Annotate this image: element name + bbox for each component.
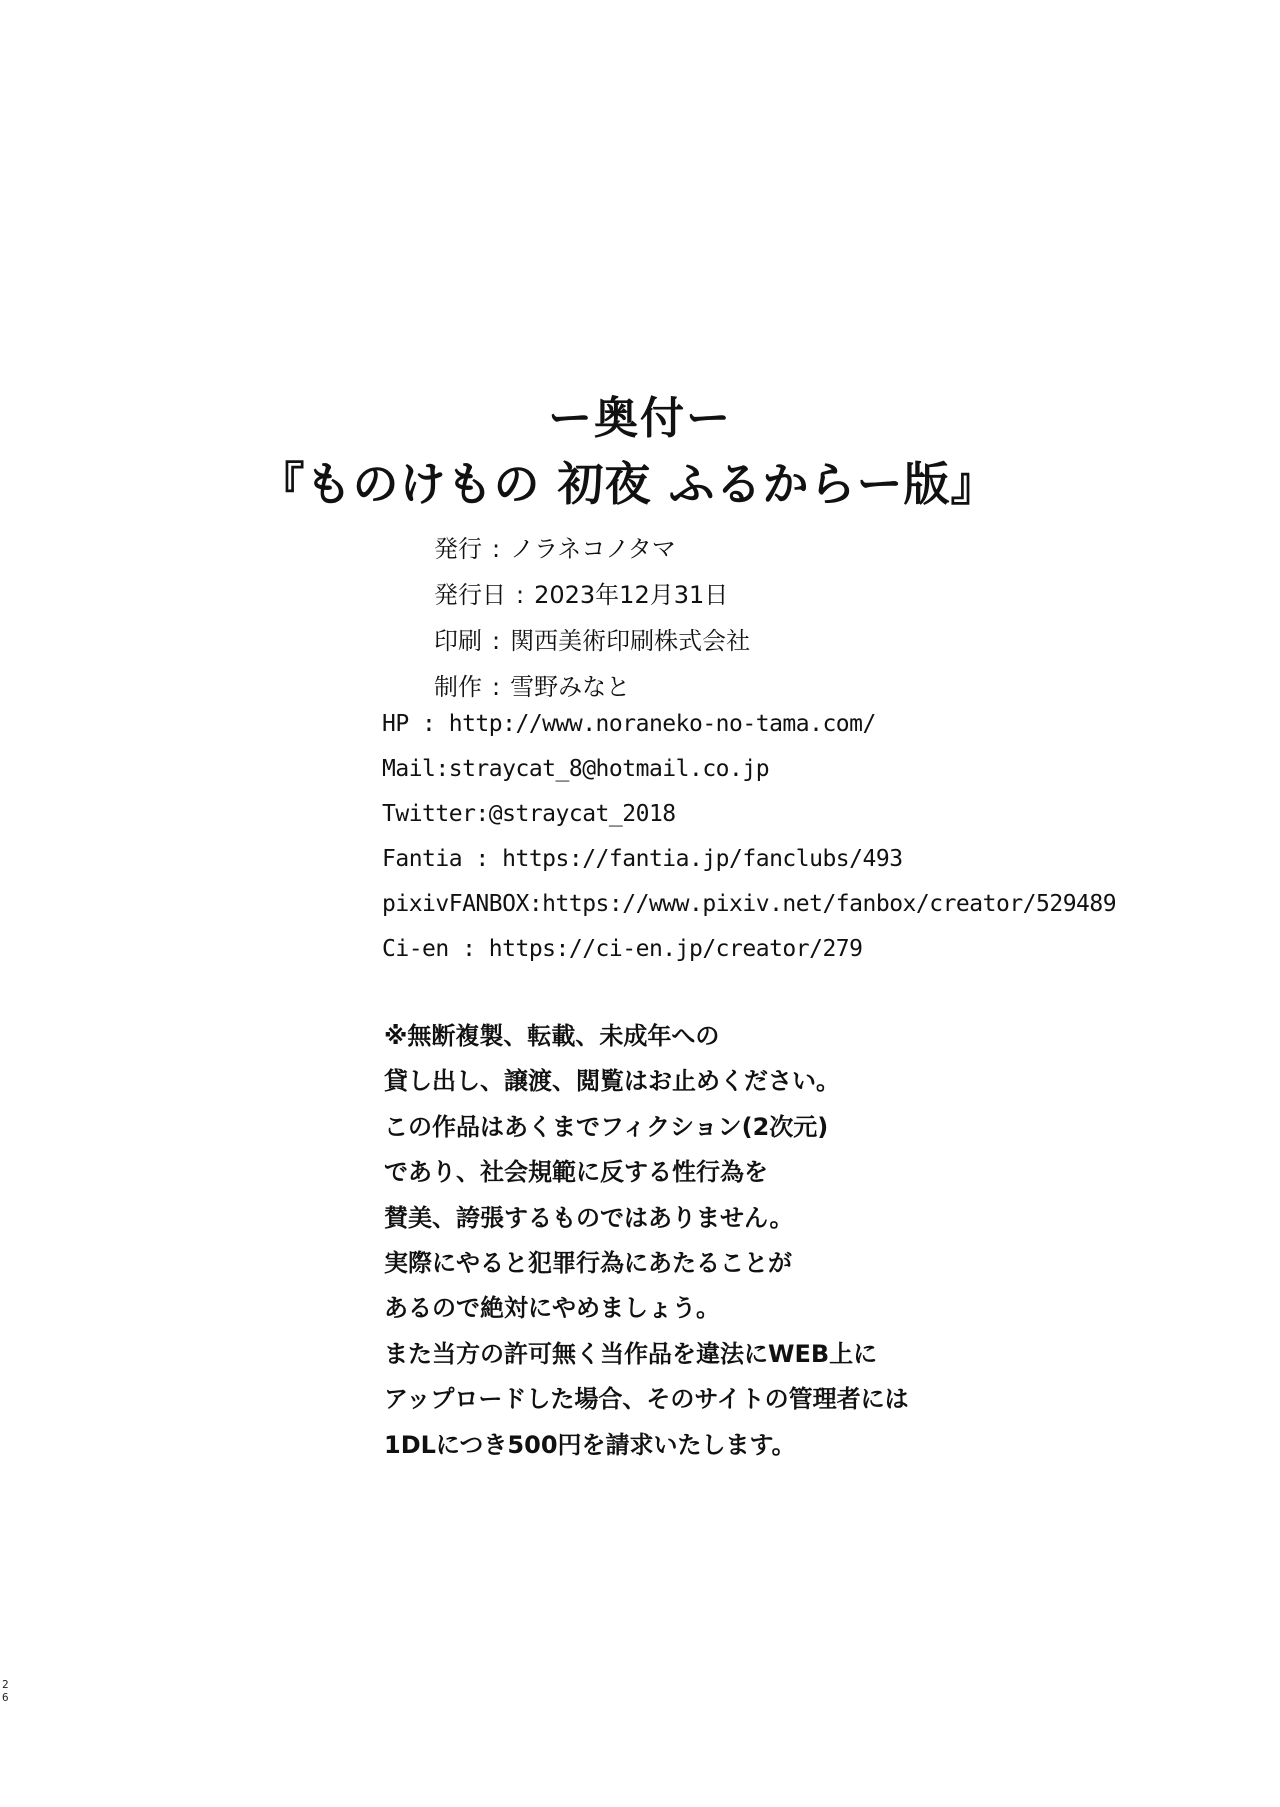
publication-info xyxy=(434,526,750,710)
notice-line: また当方の許可無く当作品を違法にWEB上に xyxy=(384,1339,878,1368)
info-value: ノラネコノタマ xyxy=(510,535,676,563)
info-value: 2023年12月31日 xyxy=(534,581,729,609)
info-separator: : xyxy=(492,535,501,563)
notice-line: であり、社会規範に反する性行為を xyxy=(384,1158,768,1187)
link-mail: Mail:straycat_8@hotmail.co.jp xyxy=(382,756,770,782)
info-separator: : xyxy=(516,581,525,609)
info-row-publish-date xyxy=(434,572,750,618)
copyright-notice xyxy=(384,1014,909,1468)
link-pixiv-fanbox: pixivFANBOX:https://www.pixiv.net/fanbox/creator/529489 xyxy=(382,891,1117,917)
info-separator: : xyxy=(492,627,501,655)
notice-line: 貸し出し、譲渡、閲覧はお止めください。 xyxy=(384,1067,840,1096)
link-fantia: Fantia : https://fantia.jp/fanclubs/493 xyxy=(382,846,903,872)
info-label: 発行 xyxy=(434,535,482,563)
notice-line: 賛美、誇張するものではありません。 xyxy=(384,1203,794,1232)
notice-line: あるので絶対にやめましょう。 xyxy=(384,1294,720,1323)
book-title: 『ものけもの 初夜 ふるからー版』 xyxy=(258,457,998,511)
notice-line: この作品はあくまでフィクション(2次元) xyxy=(384,1112,829,1141)
info-label: 印刷 xyxy=(434,627,482,655)
notice-line: アップロードした場合、そのサイトの管理者には xyxy=(384,1385,909,1414)
notice-line: 実際にやると犯罪行為にあたることが xyxy=(384,1249,792,1278)
contact-links xyxy=(382,702,1116,972)
link-ci-en: Ci-en : https://ci-en.jp/creator/279 xyxy=(382,936,863,962)
info-row-printer xyxy=(434,618,750,664)
notice-line: 1DLにつき500円を請求いたします。 xyxy=(384,1430,796,1459)
info-value: 関西美術印刷株式会社 xyxy=(510,627,751,655)
page-number-digit: 2 xyxy=(2,1678,9,1691)
colophon-heading: ー奥付ー xyxy=(548,393,732,444)
info-label: 制作 xyxy=(434,673,482,701)
page-number xyxy=(2,1678,12,1704)
link-homepage: HP : http://www.noraneko-no-tama.com/ xyxy=(382,711,876,737)
link-twitter: Twitter:@straycat_2018 xyxy=(382,801,676,827)
notice-line: ※無断複製、転載、未成年への xyxy=(384,1022,720,1050)
info-row-publisher xyxy=(434,526,750,572)
info-separator: : xyxy=(492,673,501,701)
info-value: 雪野みなと xyxy=(510,673,631,701)
info-label: 発行日 xyxy=(434,581,506,609)
page-number-digit: 6 xyxy=(2,1691,9,1704)
